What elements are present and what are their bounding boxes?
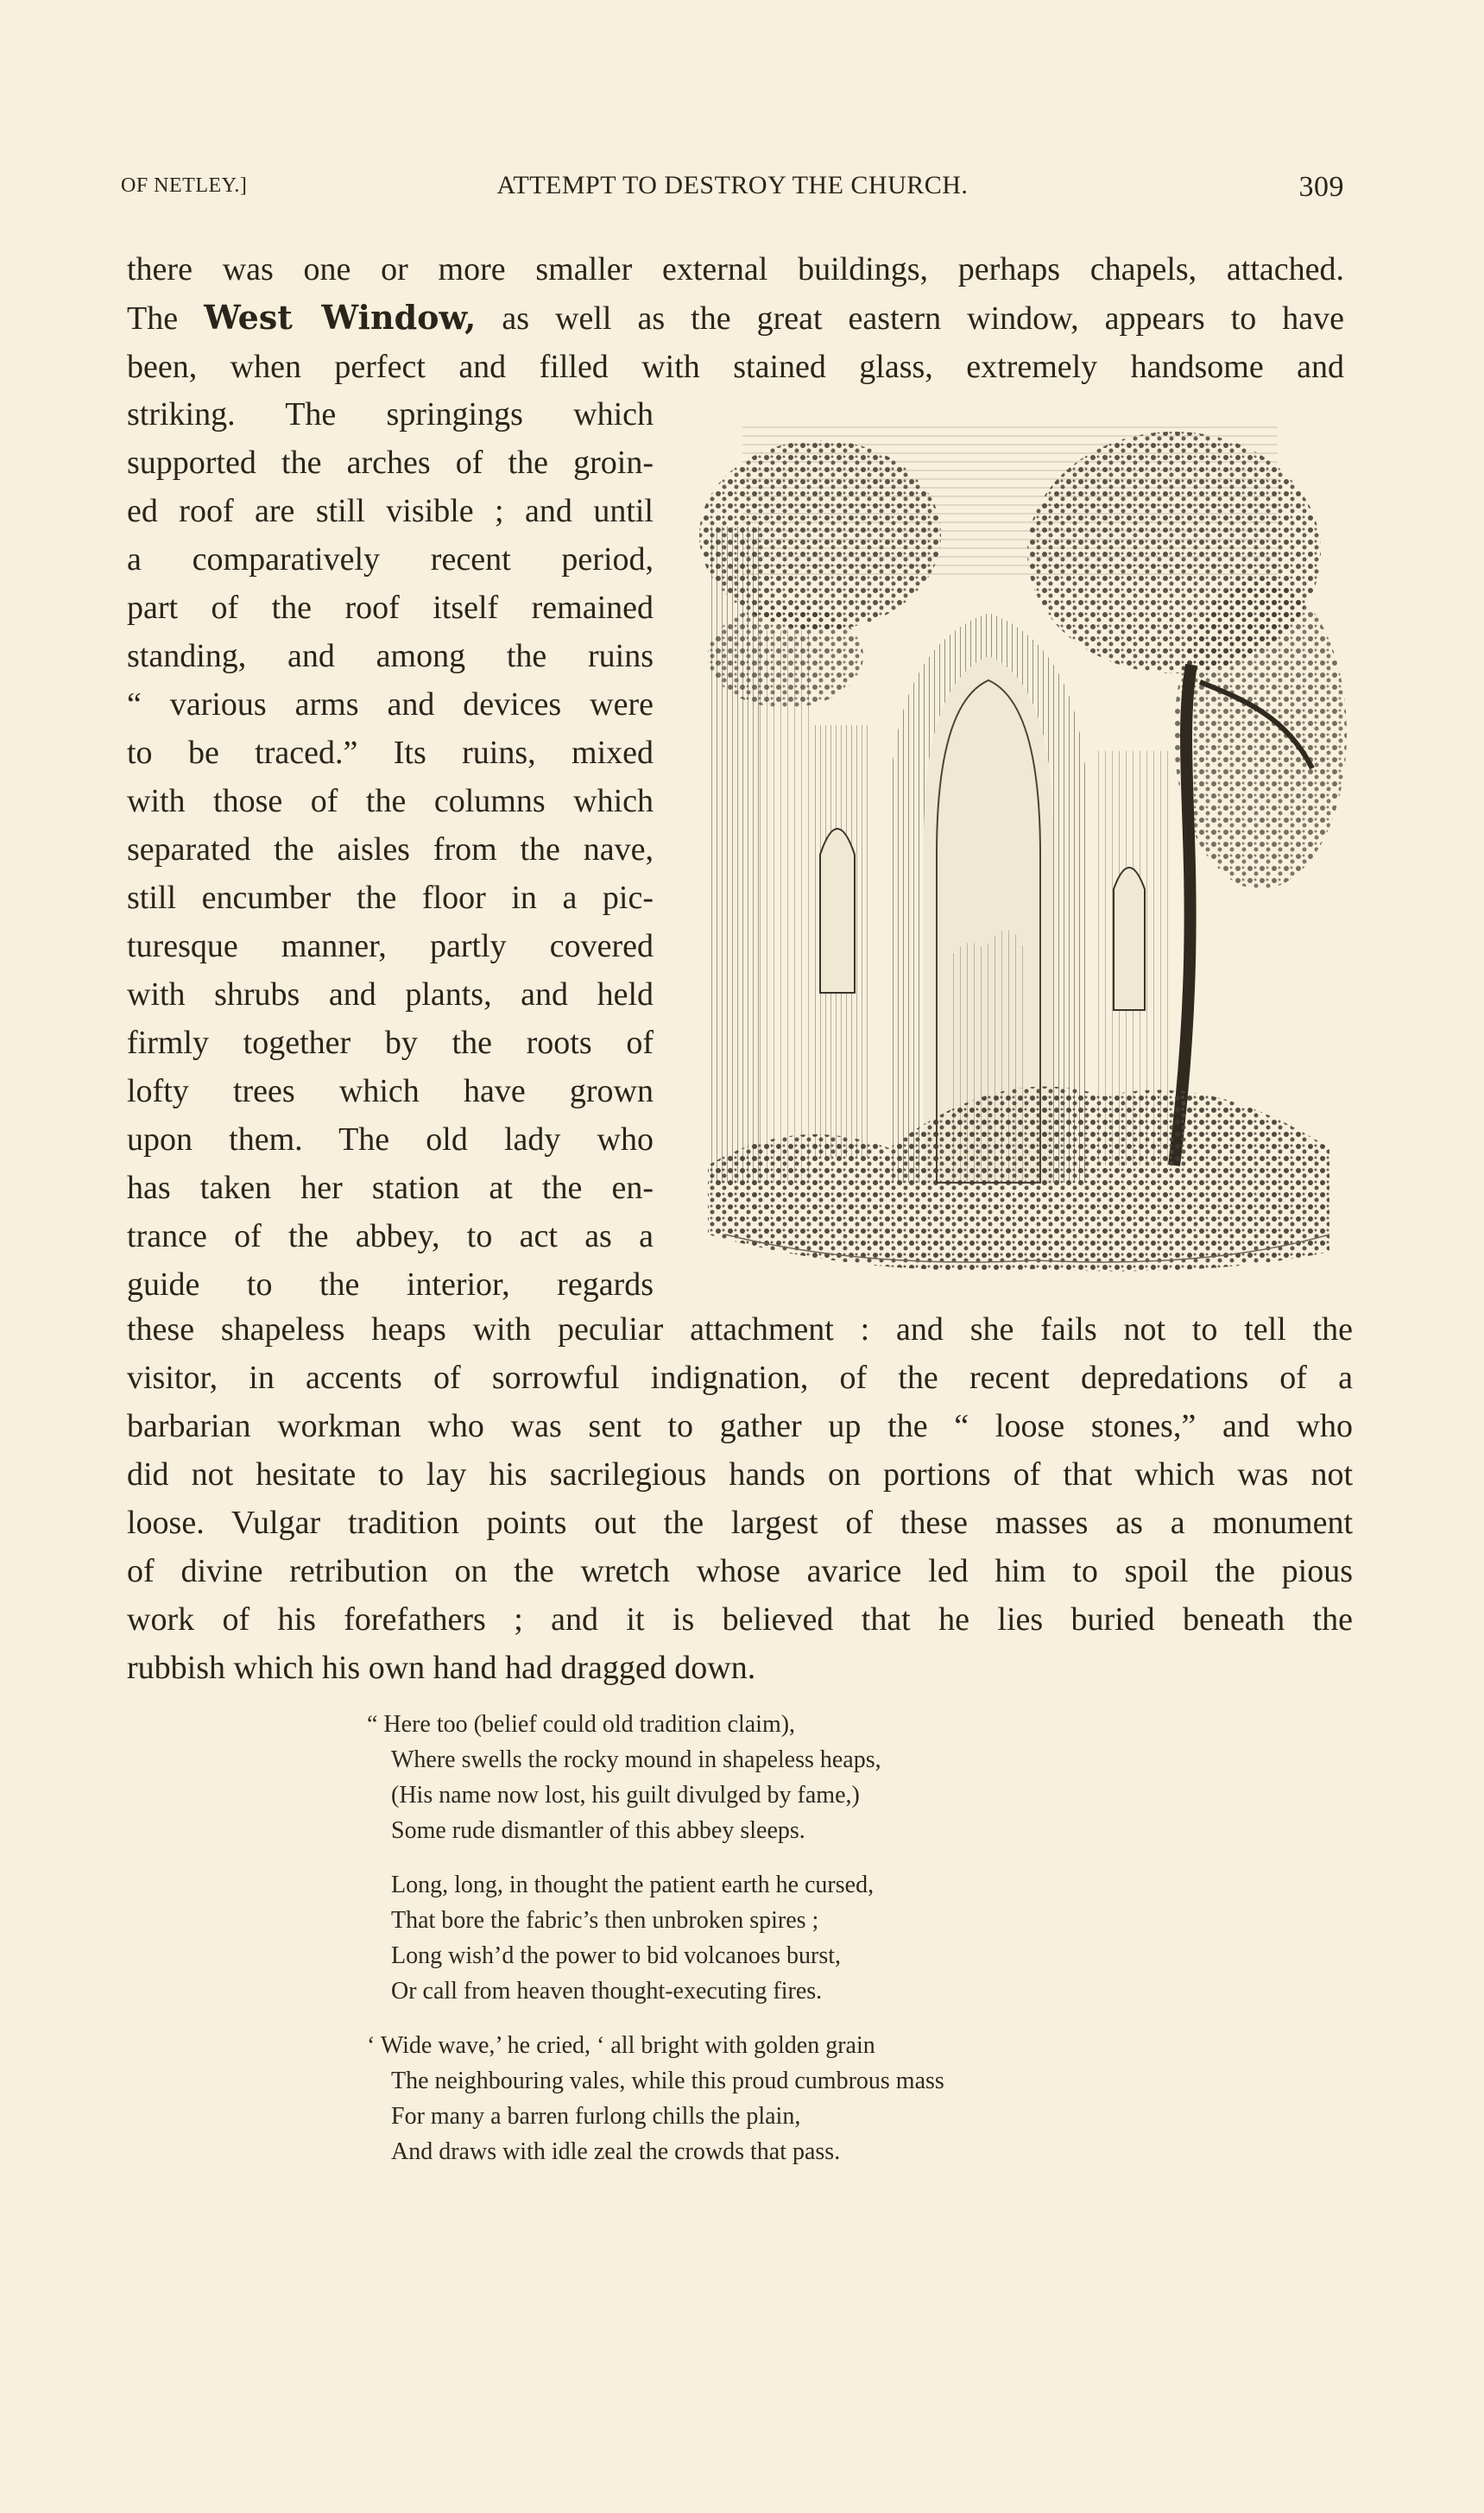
abbey-ruin-engraving — [691, 406, 1347, 1304]
verse-line: “ Here too (belief could old tradition claim), — [367, 1711, 796, 1738]
text-line: guide to the interior, regards — [127, 1266, 654, 1303]
stanza — [367, 1707, 1144, 1848]
page-number: 309 — [1298, 171, 1344, 203]
verse-line: ‘ Wide wave,’ he cried, ‘ all bright with golden grain — [367, 2032, 875, 2059]
text-line: striking. The springings which — [127, 396, 654, 433]
text-line: been, when perfect and filled with stained glass, extremely handsome and — [127, 349, 1344, 385]
paragraph-top — [127, 245, 1344, 391]
paragraph-side — [127, 390, 654, 1309]
text-line: to be traced.” Its ruins, mixed — [127, 735, 654, 771]
text-line: did not hesitate to lay his sacrilegious hands on portions of that which was not — [127, 1456, 1353, 1493]
verse-line: Long wish’d the power to bid volcanoes burst, — [391, 1942, 842, 1969]
text-line: still encumber the floor in a pic- — [127, 880, 654, 916]
text-line: turesque manner, partly covered — [127, 928, 654, 964]
text-line: separated the aisles from the nave, — [127, 831, 654, 868]
text-line: rubbish which his own hand had dragged down. — [127, 1650, 756, 1686]
verse-line: Long, long, in thought the patient earth he cursed, — [391, 1872, 875, 1898]
stanza — [367, 1867, 1144, 2009]
text-line: supported the arches of the groin- — [127, 445, 654, 481]
verse-line: Where swells the rocky mound in shapeless heaps, — [391, 1746, 881, 1773]
text-line: trance of the abbey, to act as a — [127, 1218, 654, 1254]
verse-line: Or call from heaven thought-executing fires. — [391, 1978, 823, 2005]
text-line: there was one or more smaller external buildings, perhaps chapels, attached. — [127, 251, 1344, 287]
verse-line: And draws with idle zeal the crowds that pass. — [391, 2138, 841, 2165]
paragraph-bottom — [127, 1305, 1353, 1692]
text-line: has taken her station at the en- — [127, 1170, 654, 1206]
stanza — [367, 2028, 1144, 2169]
blackletter-phrase: West Window, — [204, 298, 477, 337]
verse-line: Some rude dismantler of this abbey sleeps. — [391, 1817, 805, 1844]
text-line: barbarian workman who was sent to gather up the “ loose stones,” and who — [127, 1408, 1353, 1444]
text-line: firmly together by the roots of — [127, 1025, 654, 1061]
header-title: ATTEMPT TO DESTROY THE CHURCH. — [496, 171, 969, 199]
text-line: these shapeless heaps with peculiar attachment : and she fails not to tell the — [127, 1311, 1353, 1348]
text-line: ed roof are still visible ; and until — [127, 493, 654, 529]
verse-line: (His name now lost, his guilt divulged by fame,) — [391, 1782, 860, 1809]
text-line: a comparatively recent period, — [127, 541, 654, 578]
verse-line: That bore the fabric’s then unbroken spires ; — [391, 1907, 819, 1934]
text-line: “ various arms and devices were — [127, 686, 654, 723]
text-line: with shrubs and plants, and held — [127, 976, 654, 1013]
header-section-label: OF NETLEY.] — [121, 174, 248, 197]
poem-quotation — [367, 1707, 1144, 2188]
text-line: work of his forefathers ; and it is believed that he lies buried beneath the — [127, 1601, 1353, 1638]
text-line: visitor, in accents of sorrowful indignation, of the recent depredations of a — [127, 1360, 1353, 1396]
text-line: The West Window, as well as the great eastern window, appears to have — [127, 298, 1345, 337]
text-line: lofty trees which have grown — [127, 1073, 654, 1109]
text-line: upon them. The old lady who — [127, 1121, 654, 1158]
text-line: standing, and among the ruins — [127, 638, 654, 674]
verse-line: For many a barren furlong chills the plain, — [391, 2103, 801, 2130]
text-line: part of the roof itself remained — [127, 590, 654, 626]
verse-line: The neighbouring vales, while this proud cumbrous mass — [391, 2068, 944, 2094]
text-line: loose. Vulgar tradition points out the largest of these masses as a monument — [127, 1505, 1353, 1541]
running-header — [121, 171, 1344, 207]
text-line: with those of the columns which — [127, 783, 654, 819]
text-line: of divine retribution on the wretch whose avarice led him to spoil the pious — [127, 1553, 1353, 1589]
